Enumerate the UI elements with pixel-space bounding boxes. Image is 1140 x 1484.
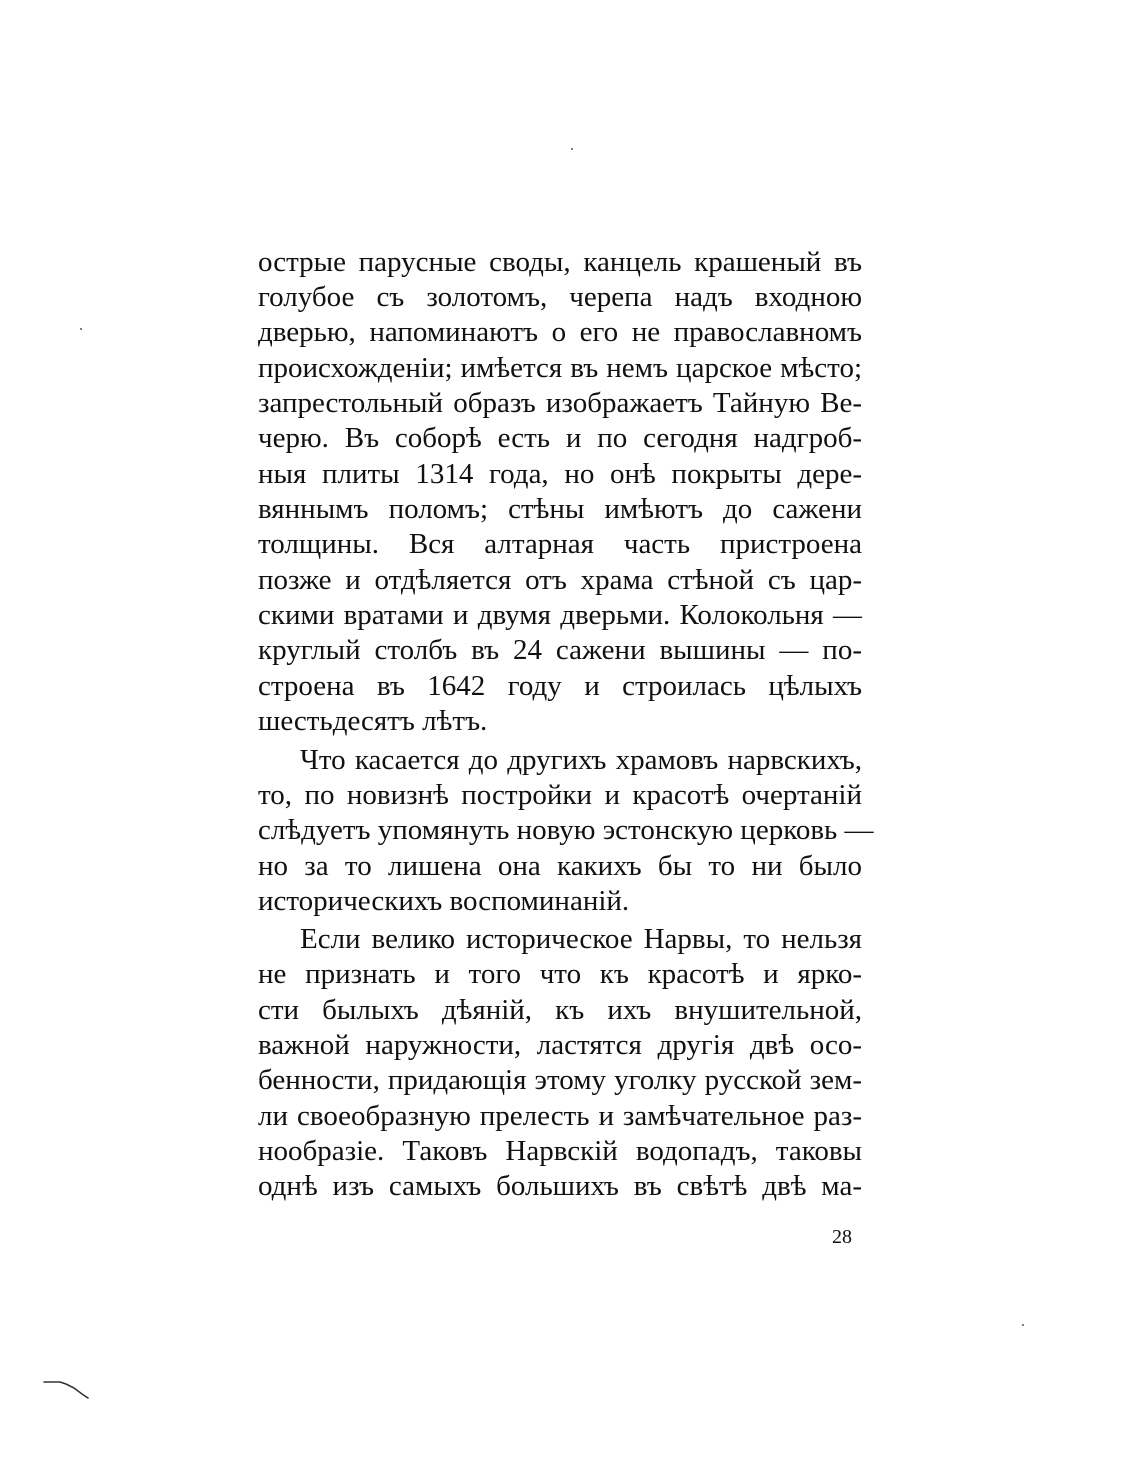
text-line: черю. Въ соборѣ есть и по сегодня надгроб- [258, 422, 862, 454]
text-line: но за то лишена она какихъ бы то ни было [258, 850, 862, 882]
text-line: слѣдуетъ упомянуть новую эстонскую церковь — [258, 814, 874, 846]
text-line: ли своеобразную прелесть и замѣчательное раз- [258, 1100, 862, 1132]
text-line: не признать и того что къ красотѣ и ярко- [258, 958, 862, 990]
text-line: важной наружности, ластятся другія двѣ осо- [258, 1029, 862, 1061]
page-number: 28 [832, 1226, 852, 1248]
text-line: вяннымъ поломъ; стѣны имѣютъ до сажени [258, 493, 862, 525]
text-line: происхожденіи; имѣется въ немъ царское мѣсто; [258, 352, 862, 384]
text-line: круглый столбъ въ 24 сажени вышины — по- [258, 634, 862, 666]
text-line: толщины. Вся алтарная часть пристроена [258, 528, 862, 560]
scan-speck [571, 148, 573, 150]
text-line: Если велико историческое Нарвы, то нельзя [300, 923, 862, 955]
text-line: дверью, напоминаютъ о его не православномъ [258, 316, 862, 348]
scan-speck [80, 328, 82, 330]
text-line: позже и отдѣляется отъ храма стѣной съ цар- [258, 564, 862, 596]
text-line: Что касается до другихъ храмовъ нарвскихъ, [300, 744, 862, 776]
text-line: однѣ изъ самыхъ большихъ въ свѣтѣ двѣ ма- [258, 1170, 862, 1202]
text-line: строена въ 1642 году и строилась цѣлыхъ [258, 670, 862, 702]
text-line: ныя плиты 1314 года, но онѣ покрыты дере- [258, 458, 862, 490]
scan-artifact-mark [40, 1372, 100, 1402]
text-line: нообразіе. Таковъ Нарвскій водопадъ, таковы [258, 1135, 862, 1167]
text-line: скими вратами и двумя дверьми. Колокольня — [258, 599, 862, 631]
text-line: шестьдесятъ лѣтъ. [258, 705, 488, 737]
text-line: сти былыхъ дѣяній, къ ихъ внушительной, [258, 994, 862, 1026]
text-line: запрестольный образъ изображаетъ Тайную Ве- [258, 387, 862, 419]
text-line: то, по новизнѣ постройки и красотѣ очертаній [258, 779, 862, 811]
text-line: острые парусные своды, канцель крашеный въ [258, 246, 862, 278]
scan-speck [1022, 1324, 1024, 1326]
text-line: голубое съ золотомъ, черепа надъ входною [258, 281, 862, 313]
text-line: бенности, придающія этому уголку русской зем- [258, 1064, 862, 1096]
text-line: историческихъ воспоминаній. [258, 885, 630, 917]
